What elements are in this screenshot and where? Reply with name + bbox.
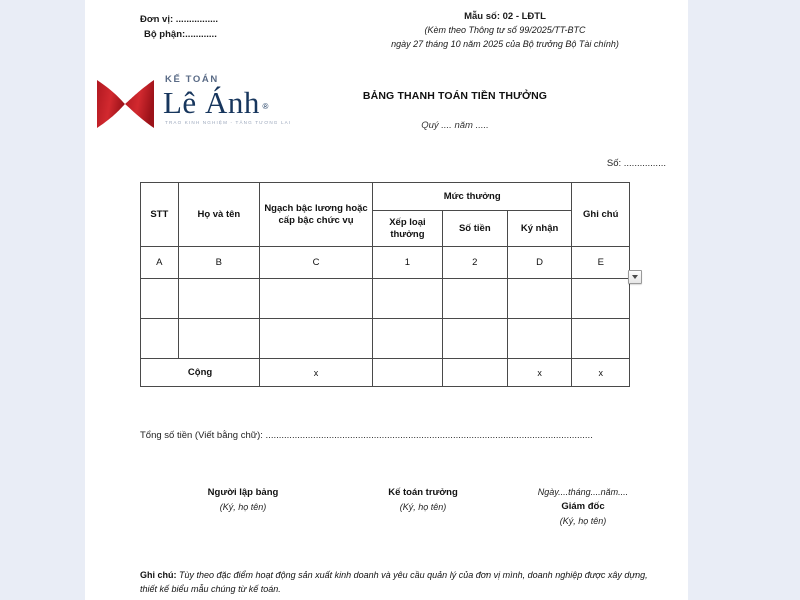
footer-note-label: Ghi chú: (140, 570, 177, 580)
th-full-name: Họ và tên (178, 183, 259, 247)
period-label: Quý .... năm ..... (421, 120, 489, 131)
signature-director-note: (Ký, họ tên) (559, 516, 607, 526)
cell-signature[interactable] (507, 319, 572, 359)
cell-amount[interactable] (442, 319, 507, 359)
cell-full-name[interactable] (178, 279, 259, 319)
form-reference-block (340, 10, 670, 51)
cell-classification[interactable] (372, 319, 442, 359)
form-circular-line1: (Kèm theo Thông tư số 99/2025/TT-BTC (424, 25, 586, 35)
brand-logo (95, 74, 300, 136)
key-cell-c: C (260, 247, 373, 279)
key-cell-e: E (572, 247, 630, 279)
department-label: Bộ phận:............ (144, 29, 217, 40)
table-row[interactable] (141, 279, 630, 319)
signature-preparer (168, 485, 318, 514)
table-row[interactable] (141, 319, 630, 359)
document-header (85, 0, 688, 68)
bonus-table-wrapper (140, 182, 630, 387)
caret-shape (632, 275, 638, 279)
total-classification (372, 359, 442, 387)
key-cell-2: 2 (442, 247, 507, 279)
document-sheet (85, 0, 688, 600)
form-circular-line2: ngày 27 tháng 10 năm 2025 của Bộ trưởng Bộ Tài chính) (391, 38, 619, 49)
footer-note (140, 568, 660, 596)
table-total-row (141, 359, 630, 387)
table-header-row-1 (141, 183, 630, 211)
cell-rank[interactable] (260, 319, 373, 359)
cell-stt[interactable] (141, 319, 179, 359)
unit-label: Đơn vị: ................ (140, 14, 219, 25)
registered-mark-icon: ® (262, 102, 269, 111)
key-cell-d: D (507, 247, 572, 279)
key-cell-1: 1 (372, 247, 442, 279)
logo-bowtie-icon (95, 78, 157, 130)
chevron-down-icon[interactable] (628, 270, 642, 284)
total-signature: x (507, 359, 572, 387)
key-cell-a: A (141, 247, 179, 279)
cell-signature[interactable] (507, 279, 572, 319)
key-cell-b: B (178, 247, 259, 279)
total-in-words-label: Tổng số tiền (Viết bằng chữ): (140, 430, 263, 441)
logo-wordmark (163, 74, 303, 127)
total-in-words-line (140, 430, 640, 441)
signature-preparer-title: Người lập bảng (207, 487, 279, 498)
th-bonus-group: Mức thưởng (372, 183, 572, 211)
cell-full-name[interactable] (178, 319, 259, 359)
th-rank: Ngạch bậc lương hoặc cấp bậc chức vụ (260, 183, 373, 247)
signature-director (508, 485, 658, 528)
cell-note[interactable] (572, 319, 630, 359)
cell-stt[interactable] (141, 279, 179, 319)
th-classification: Xếp loại thưởng (372, 211, 442, 247)
signature-chief-accountant (348, 485, 498, 514)
total-label: Cộng (141, 359, 260, 387)
cell-amount[interactable] (442, 279, 507, 319)
total-amount[interactable] (442, 359, 507, 387)
total-rank: x (260, 359, 373, 387)
signature-date-line: Ngày....tháng....năm.... (537, 487, 629, 497)
signature-director-title: Giám đốc (561, 501, 605, 512)
total-in-words-dots[interactable]: ............................................................................................................................ (262, 430, 593, 441)
total-note: x (572, 359, 630, 387)
document-number-label: Số: ................ (606, 158, 666, 169)
form-code: Mẫu số: 02 - LĐTL (464, 11, 546, 22)
signature-block (140, 485, 640, 533)
bonus-payment-table (140, 182, 630, 387)
signature-preparer-note: (Ký, họ tên) (219, 502, 267, 512)
th-amount: Số tiền (442, 211, 507, 247)
logo-name-text: Lê Ánh (163, 85, 260, 120)
unit-info-block (140, 12, 218, 42)
logo-tagline: TRAO KINH NGHIỆM - TĂNG TƯƠNG LAI (165, 120, 292, 125)
cell-rank[interactable] (260, 279, 373, 319)
th-signature: Ký nhận (507, 211, 572, 247)
table-key-row (141, 247, 630, 279)
signature-chief-accountant-note: (Ký, họ tên) (399, 502, 447, 512)
cell-classification[interactable] (372, 279, 442, 319)
footer-note-text: Tùy theo đặc điểm hoạt động sản xuất kinh doanh và yêu cầu quản lý của đơn vị mình, doanh nghiệp được xây dựng, thiết kế biểu mẫu chúng từ kế toán. (140, 570, 648, 594)
th-stt: STT (141, 183, 179, 247)
page-title: BẢNG THANH TOÁN TIỀN THƯỞNG (362, 90, 548, 102)
signature-chief-accountant-title: Kế toán trưởng (388, 487, 458, 498)
logo-name (163, 85, 269, 120)
th-note: Ghi chú (572, 183, 630, 247)
title-band (85, 68, 688, 156)
cell-note[interactable] (572, 279, 630, 319)
logo-eyebrow: KẾ TOÁN (165, 74, 219, 85)
